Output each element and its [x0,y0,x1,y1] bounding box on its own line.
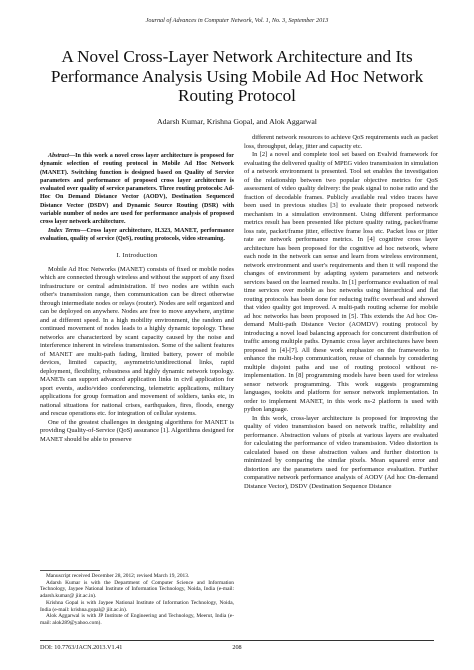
journal-header: Journal of Advances in Computer Network, Vol. 1, No. 3, September 2013 [145,17,329,24]
section-heading-introduction: I. Introduction [116,252,158,260]
footnote: Krishna Gopal is with Jaypee National Institute of Information Technology, Noida, India (e-mail: krishna.gopal@ jiit.ac.in). [40,599,234,613]
right-paragraph: In this work, cross-layer architecture is proposed for improving the quality of video transmission based on network traffic, reliability and performance. Abstraction values of pixels at various layers are evaluated for calculating the performance of video transmission. Video distortion is calculated based on these abstraction values and further distortion is minimized by comparing the similar pixels. Mean squared error and distortion are the parameters used for performance evaluation. Further comparative network performance analysis of AODV (Ad hoc On-demand Distance Vector), DSDV (Destination Sequence Distance [244,414,438,490]
footnote-divider [40,570,100,571]
left-paragraph: Mobile Ad Hoc Networks (MANET) consists of fixed or mobile nodes which are connected through wireless and without the support of any fixed infrastructure or central administration. If two nodes are within each other's transmission range, then communication can be direct otherwise through intermediate nodes or relays (router). Nodes are self organized and can be deployed on anywhere. Nodes are free to move anywhere, anytime and at different speed. In a high mobility environment, the random and continued movement of nodes leads to a highly dynamic topology. These networks are characterized by scant capacity caused by the noise and interference inherent in wireless transmission. Some of the salient features of MANET are multi-path fading, limited battery, power of mobile devices, limited capacity, asymmetric/unidirectional links, rapid deployment, flexibility, robustness and highly dynamic network topology. MANETs can support advanced application links in civil application for sport events, audio/video conferencing, telemetric applications, military applications for group formation and movement of soldiers, tanks etc, in national situations for national crises, earthquakes, fires, floods, energy and rescue operations etc. for integration of cellular systems. [40,265,234,418]
footnote: Adarsh Kumar is with the Department of Computer Science and Information Technology, Jaypee National Institute of Information Technology, Noida, India (e-mail: adarsh.kumar@ jiit.ac.in). [40,579,234,600]
doi-link[interactable]: DOI: 10.7763/JACN.2013.V1.41 [40,644,123,651]
author-list: Adarsh Kumar, Krishna Gopal, and Alok Aggarwal [157,117,317,126]
index-terms [40,227,234,244]
footnotes [40,573,234,627]
footer-divider [40,640,434,641]
index-terms-label: Index Terms [48,227,81,234]
right-column [244,134,438,491]
paper-title: A Novel Cross-Layer Network Architecture and Its Performance Analysis Using Mobile Ad Hoc Network Routing Protocol [50,47,424,105]
abstract [40,152,234,227]
left-paragraph: One of the greatest challenges in designing algorithms for MANET is providing Quality-of-Service (QoS) assurance [1]. Algorithms designed for MANET should be able to preserve [40,418,234,443]
index-terms-text: —Cross layer architecture, H.323, MANET, performance evaluation, quality of service (QoS), routing protocols, video streaming. [40,227,235,242]
abstract-label: Abstract [48,153,69,159]
right-paragraph: In [2] a novel and complete tool set based on Evalvid framework for evaluating the delivered quality of MPEG video transmission in simulation of a network environment is presented. Tool set enables the investigation of the relationship between two popular objective metrics for QoS assessment of video quality delivery: the peak signal to noise ratio and the fraction of decodable frames. Publicly available real video traces have been used in previous studies [3] to evaluate their proposed network mechanism in a simulation environment. Using different performance metrics result has been presented like picture quality rating, packet/frame loss rate, packet/frame jitter, effective frame loss etc. Packet loss or jitter rate are network performance metrics. In [4] cognitive cross layer architecture has been proposed for the cognitive ad hoc network, where each node in the network can sense and learn from wireless environment, network environment and user's requirements and then it will respond the changes of environment by adapting system parameters and network services based on the learned results. In [1] performance evaluation of real time services over mobile as hoc networks using hierarchical and flat routing protocols has been done for reducing traffic overhead and showed that video quality got improved. A multi-path routing scheme for mobile ad hoc networks has been proposed in [5]. This extends the Ad hoc On-demand Multi-path Distance Vector (AOMDV) routing protocol by introducing a novel load balancing approach for concurrent distribution of traffic among multiple paths. Dynamic cross layer architectures have been proposed in [4]-[7]. All these work emphasize on the frameworks to enhance the multi-hop communication, reuse of channels by considering multiple disjoint paths and use of routing protocol without re-implementation. In [8] programming models have been used for wireless sensor network programming. This work suggests programming languages, tookits and platform for sensor network implementation. In order to implement MANET, in this work ns-2 platform is used with python language. [244,151,438,413]
abstract-text: —In this work a novel cross layer architecture is proposed for dynamic selection of routing protocol in Mobile Ad Hoc Network (MANET). Switching function is designed based on Quality of Service parameters and performance of proposed cross layer architecture is evaluated over quality of service parameters. Three routing protocols: Ad-Hoc On Demand Distance Vector (AODV), Destination Sequenced Distance Vector (DSDV) and Dynamic Source Routing (DSR) with variable number of nodes are used for performance analysis of proposed cross layer network architecture. [40,153,234,226]
left-column [40,152,234,444]
page-number: 208 [232,644,242,651]
footnote: Alok Aggarwal is with JP Institute of Engineering and Technology, Meerut, India (e-mail: alok289@yahoo.com). [40,613,234,626]
footnote: Manuscript received December 28, 2012; revised March 19, 2013. [46,573,190,579]
right-paragraph: different network resources to achieve QoS requirements such as packet loss, throughput, delay, jitter and capacity etc. [244,134,438,150]
